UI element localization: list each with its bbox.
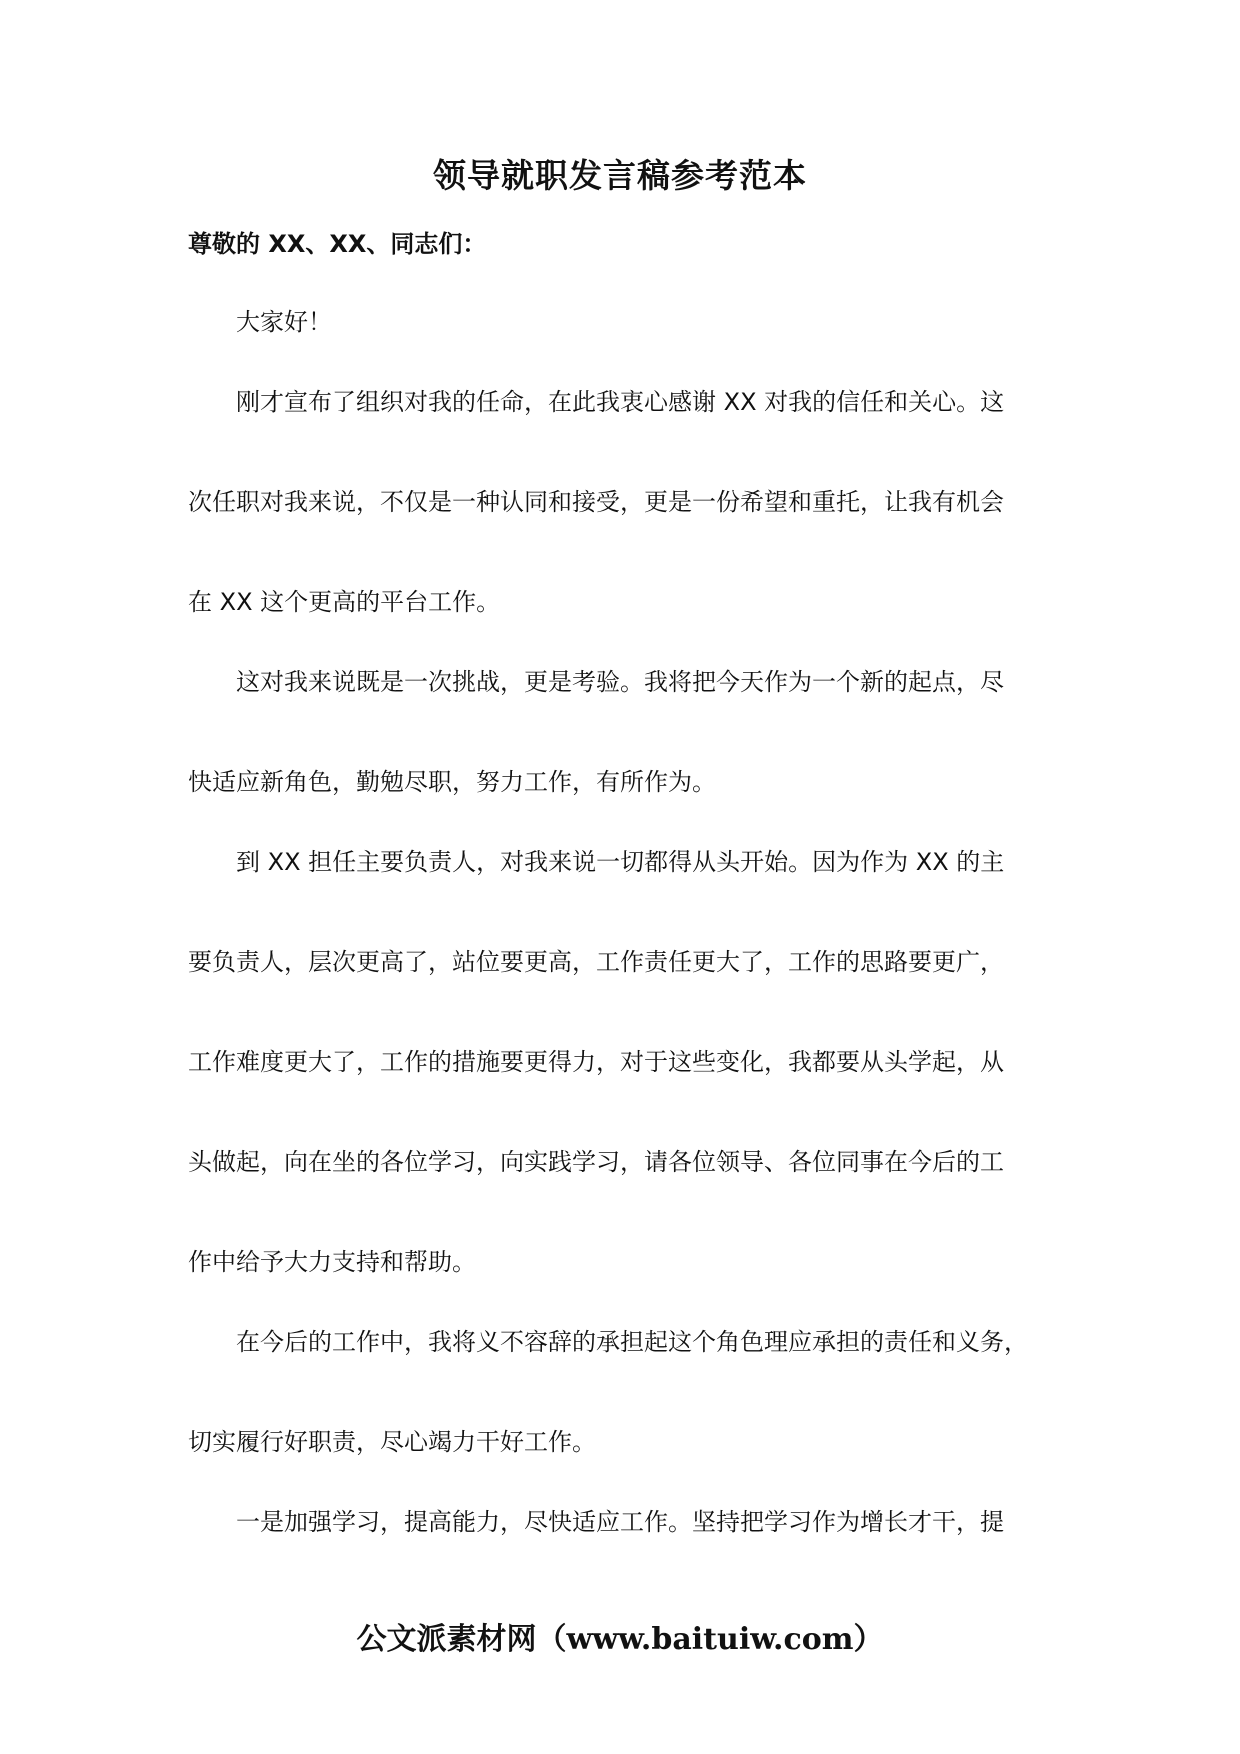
- document-title: 领导就职发言稿参考范本: [433, 156, 807, 195]
- paragraph-line: 大家好！: [236, 308, 332, 336]
- paragraph-line: 要负责人，层次更高了，站位要更高，工作责任更大了，工作的思路要更广，: [188, 948, 1004, 976]
- footer-watermark: 公文派素材网（www.baituiw.com）: [356, 1622, 884, 1657]
- paragraph-line: 刚才宣布了组织对我的任命，在此我衷心感谢 XX 对我的信任和关心。这: [236, 388, 1005, 416]
- paragraph-line: 在 XX 这个更高的平台工作。: [188, 588, 501, 616]
- salutation: 尊敬的 XX、XX、同志们：: [188, 230, 487, 258]
- paragraph-line: 作中给予大力支持和帮助。: [188, 1248, 476, 1276]
- paragraph-line: 工作难度更大了，工作的措施要更得力，对于这些变化，我都要从头学起，从: [188, 1048, 1004, 1076]
- paragraph-line: 一是加强学习，提高能力，尽快适应工作。坚持把学习作为增长才干，提: [236, 1508, 1004, 1536]
- paragraph-line: 头做起，向在坐的各位学习，向实践学习，请各位领导、各位同事在今后的工: [188, 1148, 1004, 1176]
- paragraph-line: 在今后的工作中，我将义不容辞的承担起这个角色理应承担的责任和义务，: [236, 1328, 1028, 1356]
- paragraph-line: 切实履行好职责，尽心竭力干好工作。: [188, 1428, 596, 1456]
- paragraph-line: 快适应新角色，勤勉尽职，努力工作，有所作为。: [188, 768, 716, 796]
- paragraph-line: 这对我来说既是一次挑战，更是考验。我将把今天作为一个新的起点，尽: [236, 668, 1004, 696]
- paragraph-line: 次任职对我来说，不仅是一种认同和接受，更是一份希望和重托，让我有机会: [188, 488, 1004, 516]
- paragraph-line: 到 XX 担任主要负责人，对我来说一切都得从头开始。因为作为 XX 的主: [236, 848, 1005, 876]
